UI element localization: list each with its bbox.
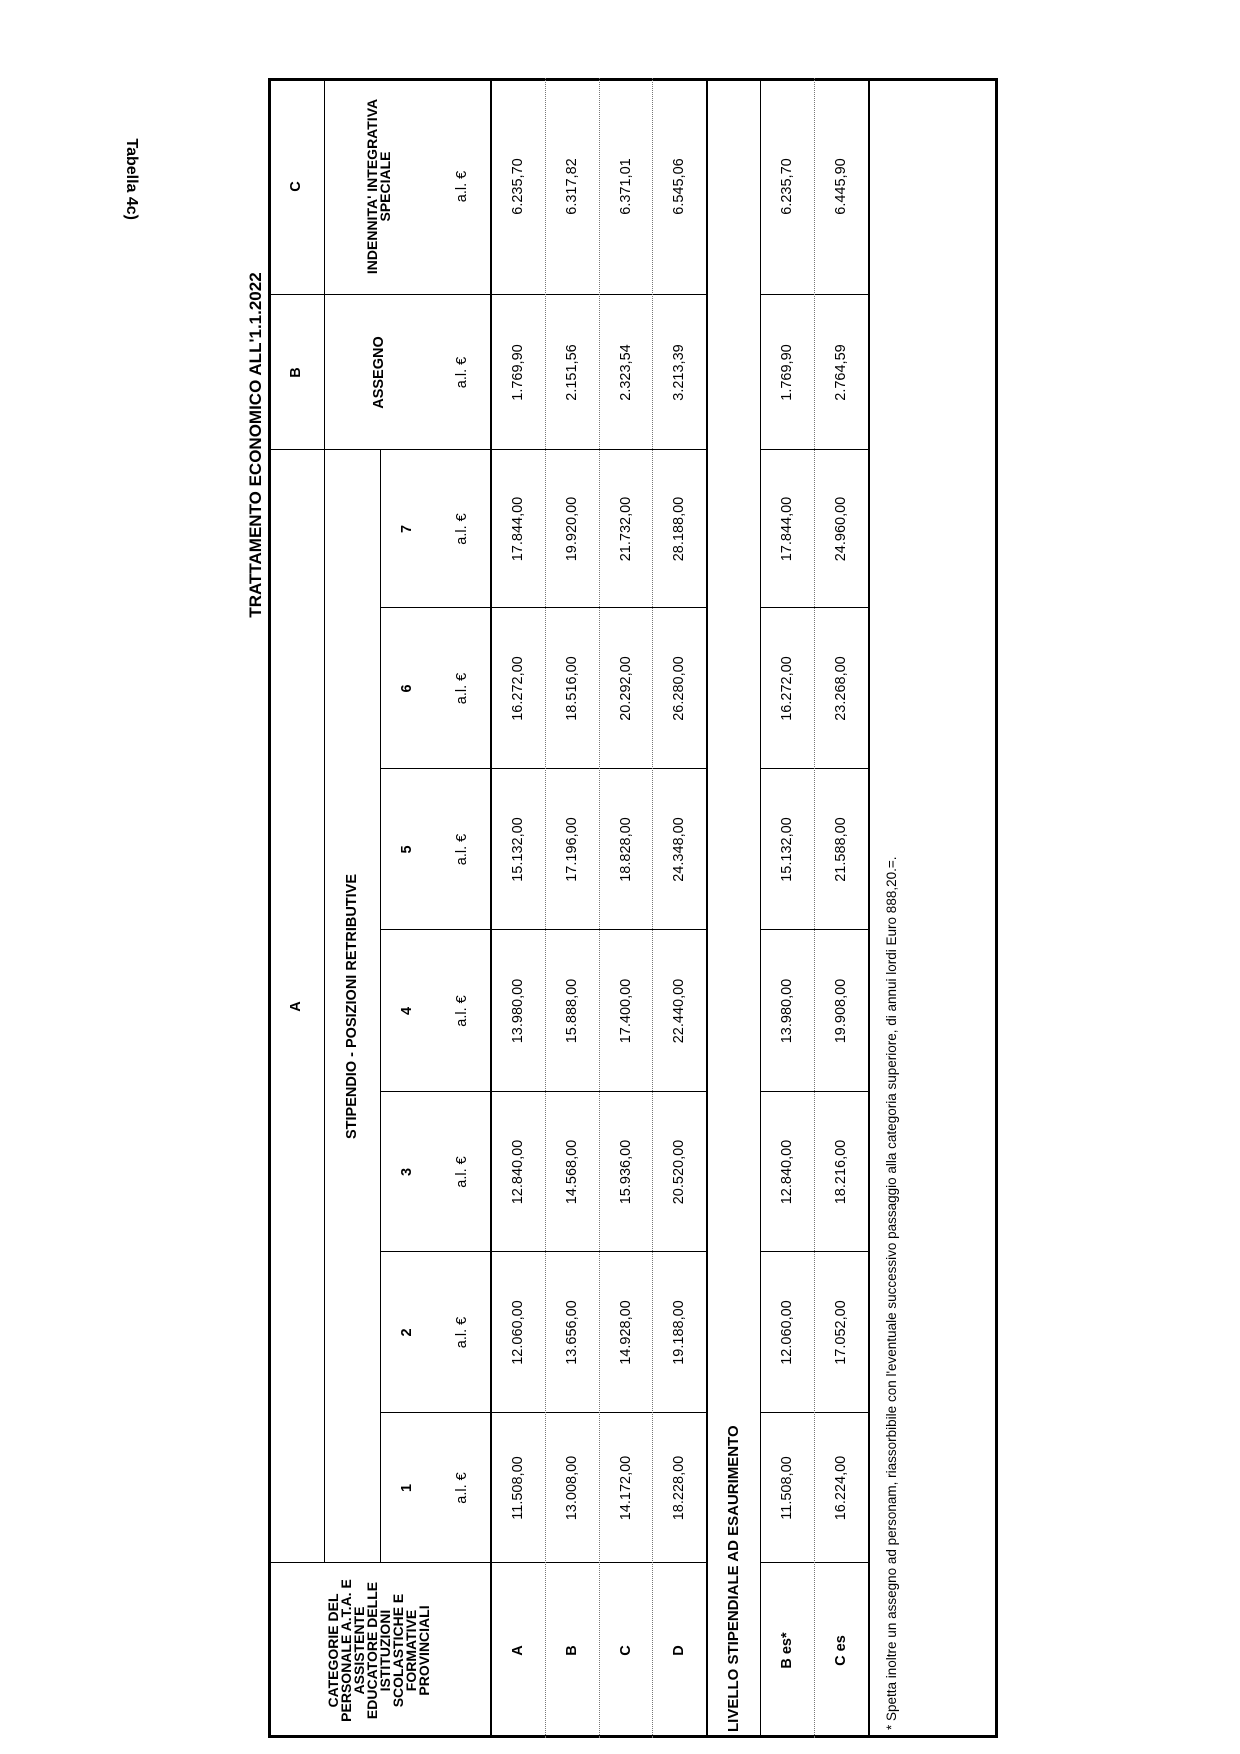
- table-cell: 6.235,70: [779, 158, 795, 215]
- table-cell: 11.508,00: [779, 1456, 795, 1520]
- table-cell: 28.188,00: [671, 496, 687, 562]
- page-title: TRATTAMENTO ECONOMICO ALL'1.1.2022: [246, 272, 265, 618]
- row-category-label: B: [564, 1645, 580, 1656]
- table-cell: 15.888,00: [564, 978, 580, 1044]
- table-cell: 13.980,00: [509, 978, 526, 1044]
- table-cell: 16.272,00: [509, 656, 526, 721]
- table-cell: 22.440,00: [671, 978, 687, 1044]
- table-cell: 1.769,90: [509, 344, 526, 401]
- rule: [380, 929, 706, 930]
- table-cell: 2.323,54: [617, 344, 634, 401]
- table-cell: 17.196,00: [564, 817, 580, 882]
- position-2-header: 2: [399, 1328, 415, 1337]
- table-cell: 12.840,00: [779, 1139, 795, 1205]
- table-cell: 17.844,00: [509, 496, 526, 562]
- table-cell: 6.235,70: [509, 158, 526, 215]
- table-cell: 18.516,00: [564, 656, 580, 721]
- es-row-category-label: C es: [833, 1635, 849, 1666]
- table-cell: 17.052,00: [833, 1300, 849, 1365]
- table-cell: 20.520,00: [671, 1139, 687, 1205]
- esaurimento-label: LIVELLO STIPENDIALE AD ESAURIMENTO: [724, 1425, 742, 1732]
- unit-label: a.l. €: [454, 672, 470, 705]
- column-a-header: A: [288, 1001, 304, 1012]
- footnote: * Spetta inoltre un assegno ad personam, riassorbibile con l'eventuale successivo passaggio alla categoria superiore, di annui lordi Euro 888,20.=.: [884, 856, 899, 1730]
- table-cell: 14.928,00: [617, 1300, 634, 1365]
- unit-label: a.l. €: [454, 513, 470, 545]
- assegno-header: ASSEGNO: [371, 336, 387, 409]
- table-cell: 13.008,00: [564, 1455, 580, 1521]
- table-cell: 15.132,00: [509, 817, 526, 882]
- unit-label: a.l. €: [454, 995, 470, 1027]
- unit-label: a.l. €: [454, 356, 470, 389]
- table-cell: 16.224,00: [833, 1455, 849, 1521]
- table-cell: 24.960,00: [833, 496, 849, 562]
- table-cell: 21.588,00: [833, 817, 849, 882]
- table-cell: 6.445,90: [833, 158, 849, 215]
- table-cell: 23.268,00: [833, 656, 849, 721]
- table-cell: 19.920,00: [564, 496, 580, 562]
- row-divider: [545, 78, 546, 1738]
- unit-label: a.l. €: [454, 833, 470, 866]
- table-cell: 16.272,00: [779, 656, 795, 721]
- position-5-header: 5: [399, 845, 415, 854]
- table-cell: 17.844,00: [779, 496, 795, 562]
- table-cell: 18.228,00: [671, 1455, 687, 1521]
- position-7-header: 7: [399, 524, 415, 534]
- rule: [324, 78, 325, 1563]
- table-reference: Tabella 4c): [123, 138, 140, 220]
- table-cell: 11.508,00: [509, 1456, 526, 1520]
- column-c-header: C: [288, 181, 304, 192]
- table-cell: 12.060,00: [779, 1300, 795, 1365]
- table-cell: 1.769,90: [779, 344, 795, 401]
- rule: [380, 1091, 706, 1092]
- table-cell: 12.060,00: [509, 1300, 526, 1365]
- unit-label: a.l. €: [454, 1472, 470, 1504]
- rule: [268, 1562, 706, 1563]
- unit-label: a.l. €: [454, 1316, 470, 1349]
- indennita-header: INDENNITA' INTEGRATIVA SPECIALE: [364, 98, 393, 275]
- row-divider: [814, 78, 815, 1738]
- rule: [380, 1412, 706, 1413]
- table-cell: 2.151,56: [564, 344, 580, 401]
- table-cell: 15.936,00: [617, 1139, 634, 1205]
- rule: [380, 768, 706, 769]
- unit-label: a.l. €: [454, 170, 470, 203]
- rule: [268, 294, 706, 295]
- table-cell: 14.172,00: [617, 1455, 634, 1521]
- table-cell: 15.132,00: [779, 817, 795, 882]
- row-divider: [599, 78, 600, 1738]
- table-cell: 24.348,00: [671, 817, 687, 882]
- row-divider: [652, 78, 653, 1738]
- table-cell: 18.216,00: [833, 1139, 849, 1205]
- row-category-label: C: [617, 1645, 634, 1656]
- rule: [868, 78, 870, 1738]
- rule: [760, 78, 761, 1738]
- column-b-header: B: [288, 367, 304, 378]
- table-cell: 19.188,00: [671, 1300, 687, 1365]
- table-cell: 6.317,82: [564, 158, 580, 215]
- table-cell: 13.980,00: [779, 978, 795, 1044]
- rule: [490, 78, 492, 1738]
- stipendio-header: STIPENDIO - POSIZIONI RETRIBUTIVE: [344, 873, 360, 1140]
- position-3-header: 3: [399, 1167, 415, 1177]
- table-cell: 12.840,00: [509, 1139, 526, 1205]
- rule: [706, 78, 708, 1738]
- table-cell: 18.828,00: [617, 817, 634, 882]
- rule: [380, 1251, 706, 1252]
- table-cell: 6.371,01: [617, 158, 634, 215]
- row-category-label: D: [671, 1645, 687, 1656]
- table-cell: 14.568,00: [564, 1139, 580, 1205]
- position-1-header: 1: [399, 1483, 415, 1493]
- table-cell: 21.732,00: [617, 496, 634, 562]
- salary-table: [268, 78, 998, 1738]
- rule: [380, 450, 381, 1563]
- rule: [380, 607, 706, 608]
- table-cell: 6.545,06: [671, 158, 687, 215]
- rule: [268, 449, 706, 450]
- position-6-header: 6: [399, 684, 415, 693]
- categories-header: CATEGORIE DEL PERSONALE A.T.A. E ASSISTENTE EDUCATORE DELLE ISTITUZIONI SCOLASTICHE E FORMATIVE PROVINCIALI: [325, 1579, 432, 1722]
- unit-label: a.l. €: [454, 1156, 470, 1188]
- table-cell: 2.764,59: [833, 344, 849, 401]
- table-cell: 19.908,00: [833, 978, 849, 1044]
- table-cell: 3.213,39: [671, 344, 687, 401]
- table-cell: 20.292,00: [617, 656, 634, 721]
- row-category-label: A: [509, 1645, 526, 1656]
- table-cell: 13.656,00: [564, 1300, 580, 1365]
- position-4-header: 4: [399, 1006, 415, 1016]
- table-cell: 17.400,00: [617, 978, 634, 1044]
- es-row-category-label: B es*: [779, 1632, 795, 1669]
- table-cell: 26.280,00: [671, 656, 687, 721]
